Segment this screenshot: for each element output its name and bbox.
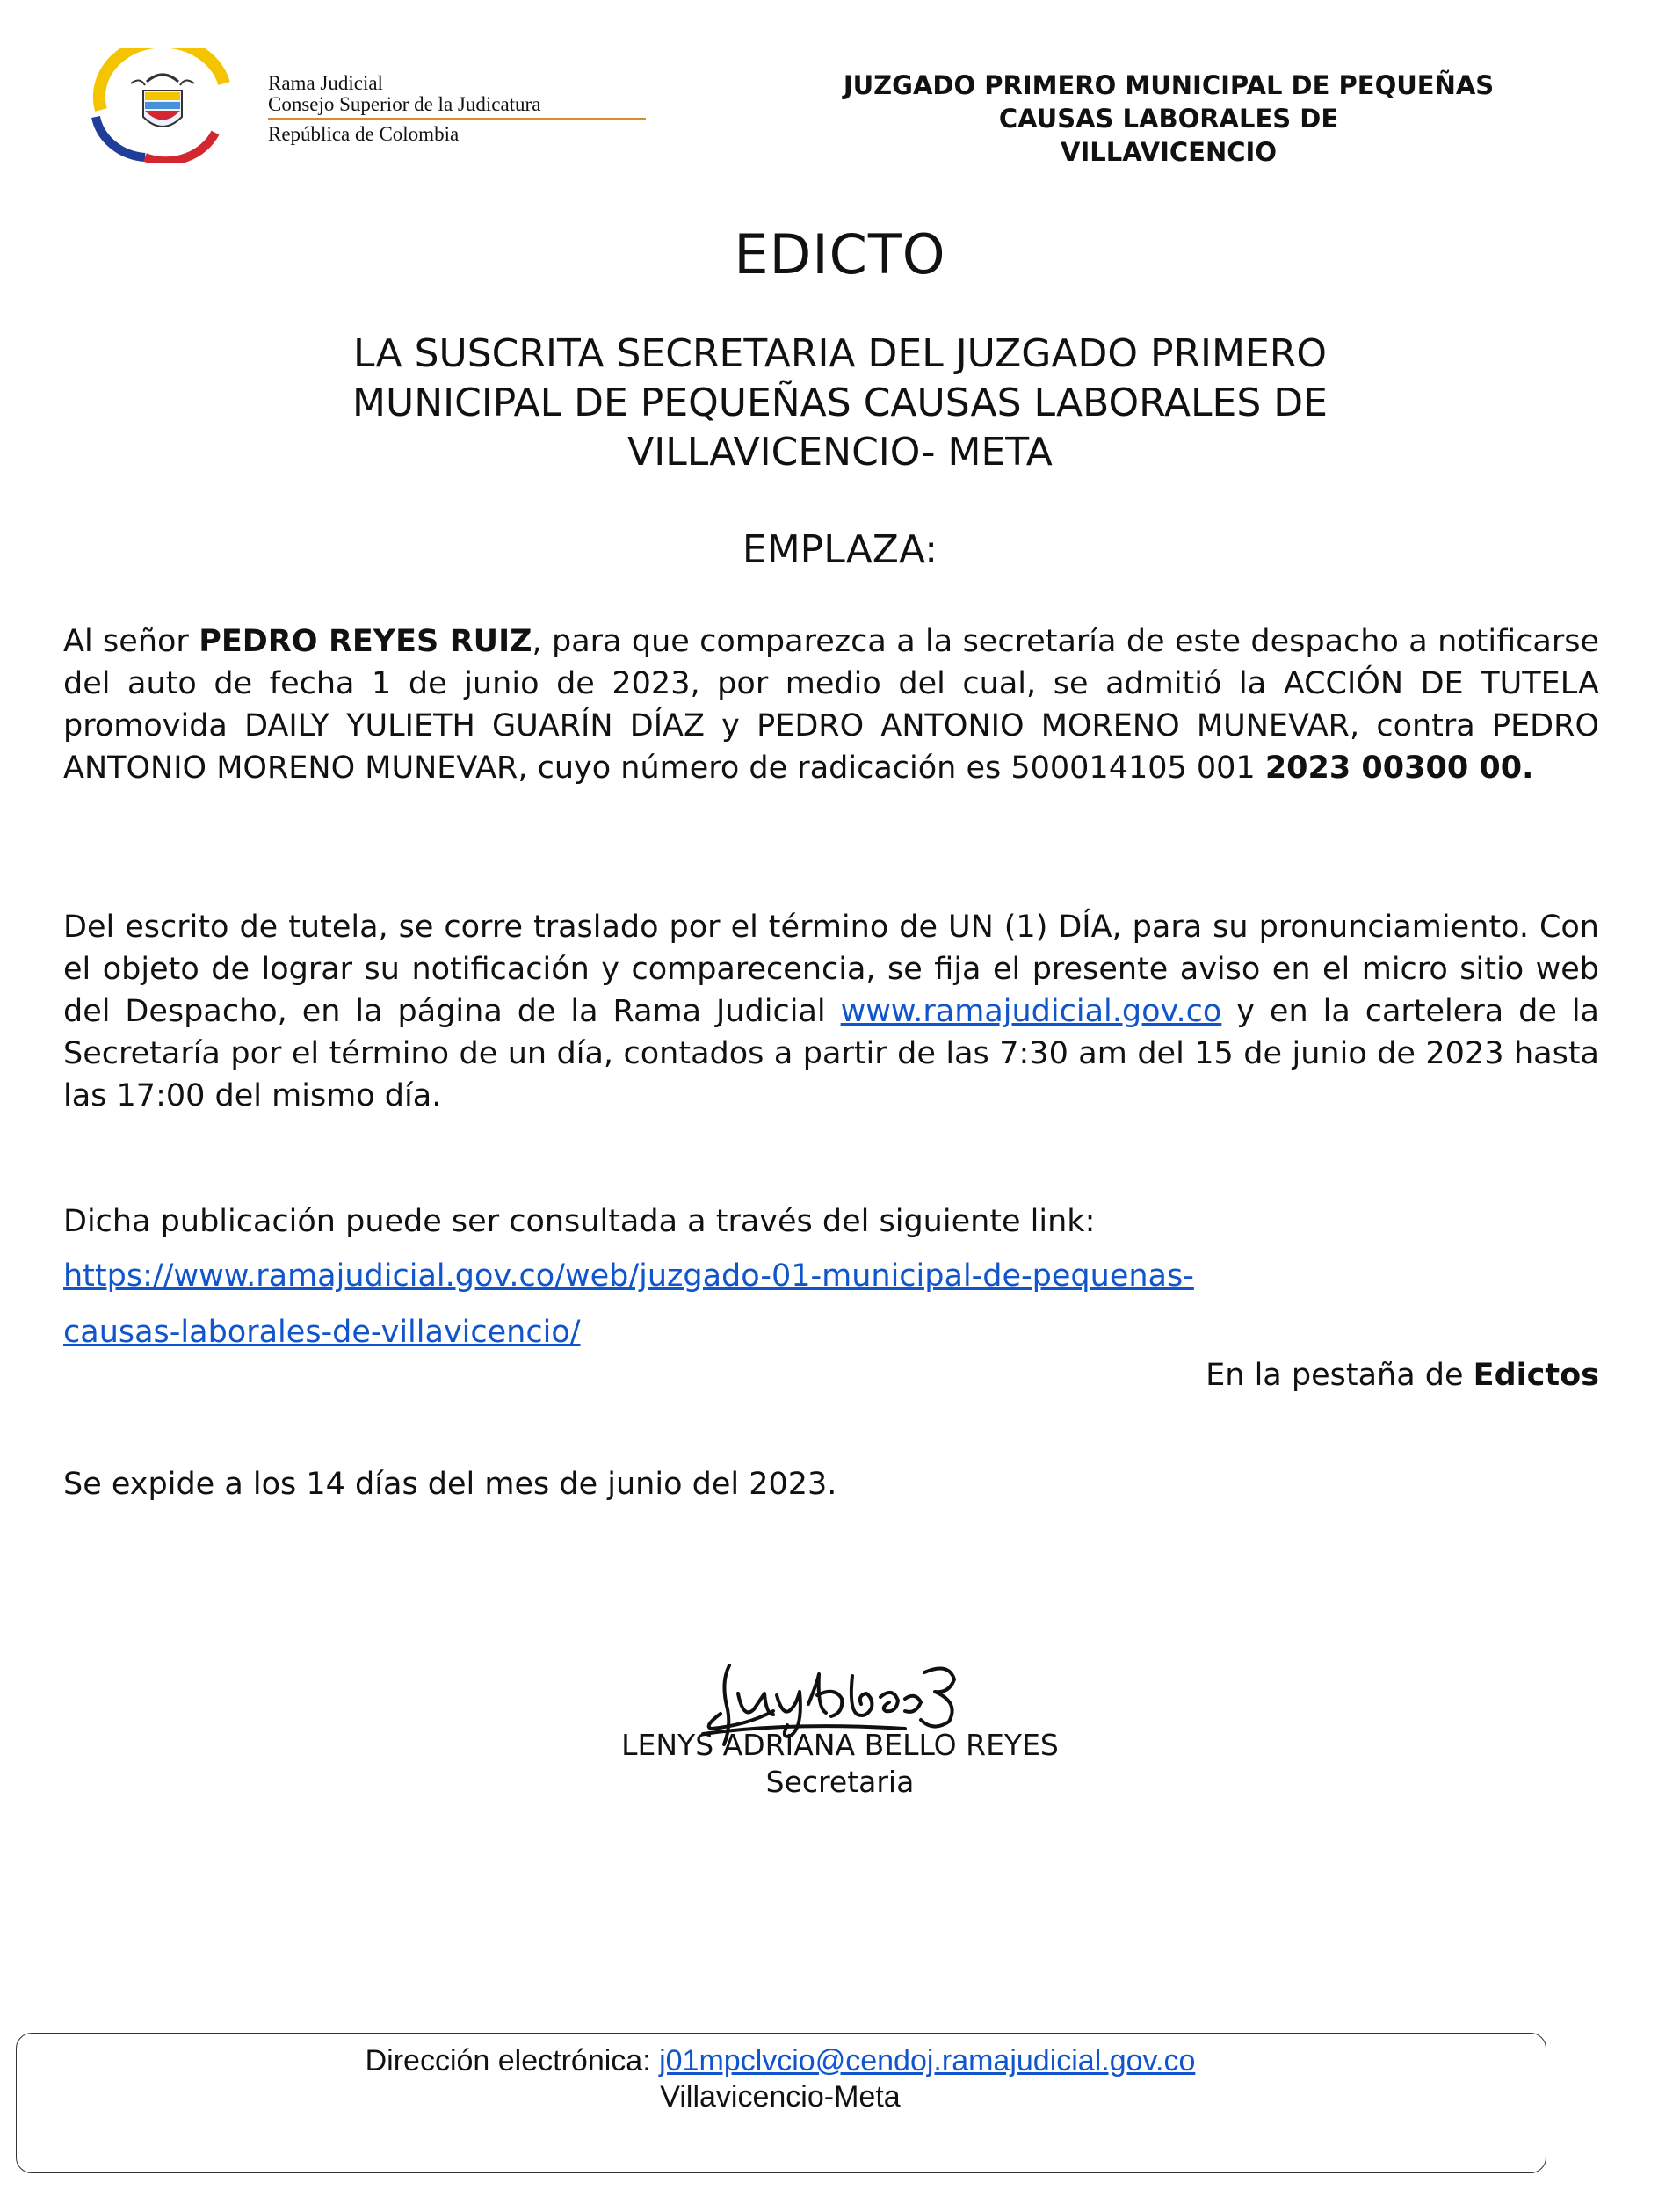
publication-link-line-1[interactable]: https://www.ramajudicial.gov.co/web/juzgado-01-municipal-de-pequenas- [63,1258,1194,1294]
footer-email-line [16,2043,1545,2078]
paragraph-publication: Dicha publicación puede ser consultada a través del siguiente link: [63,1204,1096,1239]
document-title: EDICTO [734,222,946,286]
p1-case-number: 2023 00300 00. [1264,751,1534,786]
footer-email-link[interactable]: j01mpclvcio@cendoj.ramajudicial.gov.co [659,2044,1196,2078]
footer-email-label: Dirección electrónica: [365,2044,660,2078]
p1-person-name: PEDRO REYES RUIZ [199,624,532,659]
rama-judicial-logo [83,48,259,163]
subtitle-line-2: MUNICIPAL DE PEQUEÑAS CAUSAS LABORALES DE [352,381,1328,425]
court-line-3: VILLAVICENCIO [1061,137,1277,167]
p2-text-b: y en la cartelera de la Secretaría por el término de un día, contados a partir de las 7:30 am del 15 de junio de 2023 hasta las 17:00 del mismo día. [63,994,1599,1113]
court-name [721,69,1617,169]
org-country: República de Colombia [268,123,460,145]
paragraph-summons [63,620,1599,789]
subtitle-line-3: VILLAVICENCIO- META [627,430,1053,475]
signer-role: Secretaria [765,1765,915,1799]
signer-name: LENYS ADRIANA BELLO REYES [621,1728,1059,1762]
publication-link[interactable] [63,1248,1599,1360]
footer-city: Villavicencio-Meta [660,2080,901,2114]
edictos-note-bold: Edictos [1473,1358,1599,1393]
document-subtitle [70,330,1610,477]
emplaza-heading: EMPLAZA: [742,527,938,572]
org-subname: Consejo Superior de la Judicatura [268,93,541,115]
org-name: Rama Judicial [268,72,383,94]
org-divider [268,118,646,120]
subtitle-line-1: LA SUSCRITA SECRETARIA DEL JUZGADO PRIMERO [353,331,1327,376]
court-line-2: CAUSAS LABORALES DE [998,104,1339,134]
paragraph-notice [63,906,1599,1117]
p2-text-a: Del escrito de tutela, se corre traslado por el término de UN (1) DÍA, para su pronunciamiento. Con el objeto de lograr su notificación y comparecencia, se fija el presente aviso en el micro sitio web del Despacho, en la página de la Rama Judicial [63,910,1599,1029]
p1-text-c: , para que comparezca a la secretaría de este despacho a notificarse del auto de fecha 1 de junio de 2023, por medio del cual, se admitió la ACCIÓN DE TUTELA promovida DAILY YULIETH GUARÍN DÍAZ y PEDRO ANTONIO MORENO MUNEVAR, contra PEDRO ANTONIO MORENO MUNEVAR, cuyo número de radicación es 500014105 001 [63,624,1600,786]
edictos-note-text: En la pestaña de [1206,1358,1474,1393]
paragraph-issue-date: Se expide a los 14 días del mes de junio del 2023. [63,1467,837,1502]
publication-link-line-2[interactable]: causas-laborales-de-villavicencio/ [63,1315,581,1350]
edictos-tab-note [1206,1354,1599,1396]
rama-judicial-link[interactable]: www.ramajudicial.gov.co [840,994,1222,1029]
court-line-1: JUZGADO PRIMERO MUNICIPAL DE PEQUEÑAS [843,70,1495,100]
p1-text-a: Al señor [63,624,199,659]
